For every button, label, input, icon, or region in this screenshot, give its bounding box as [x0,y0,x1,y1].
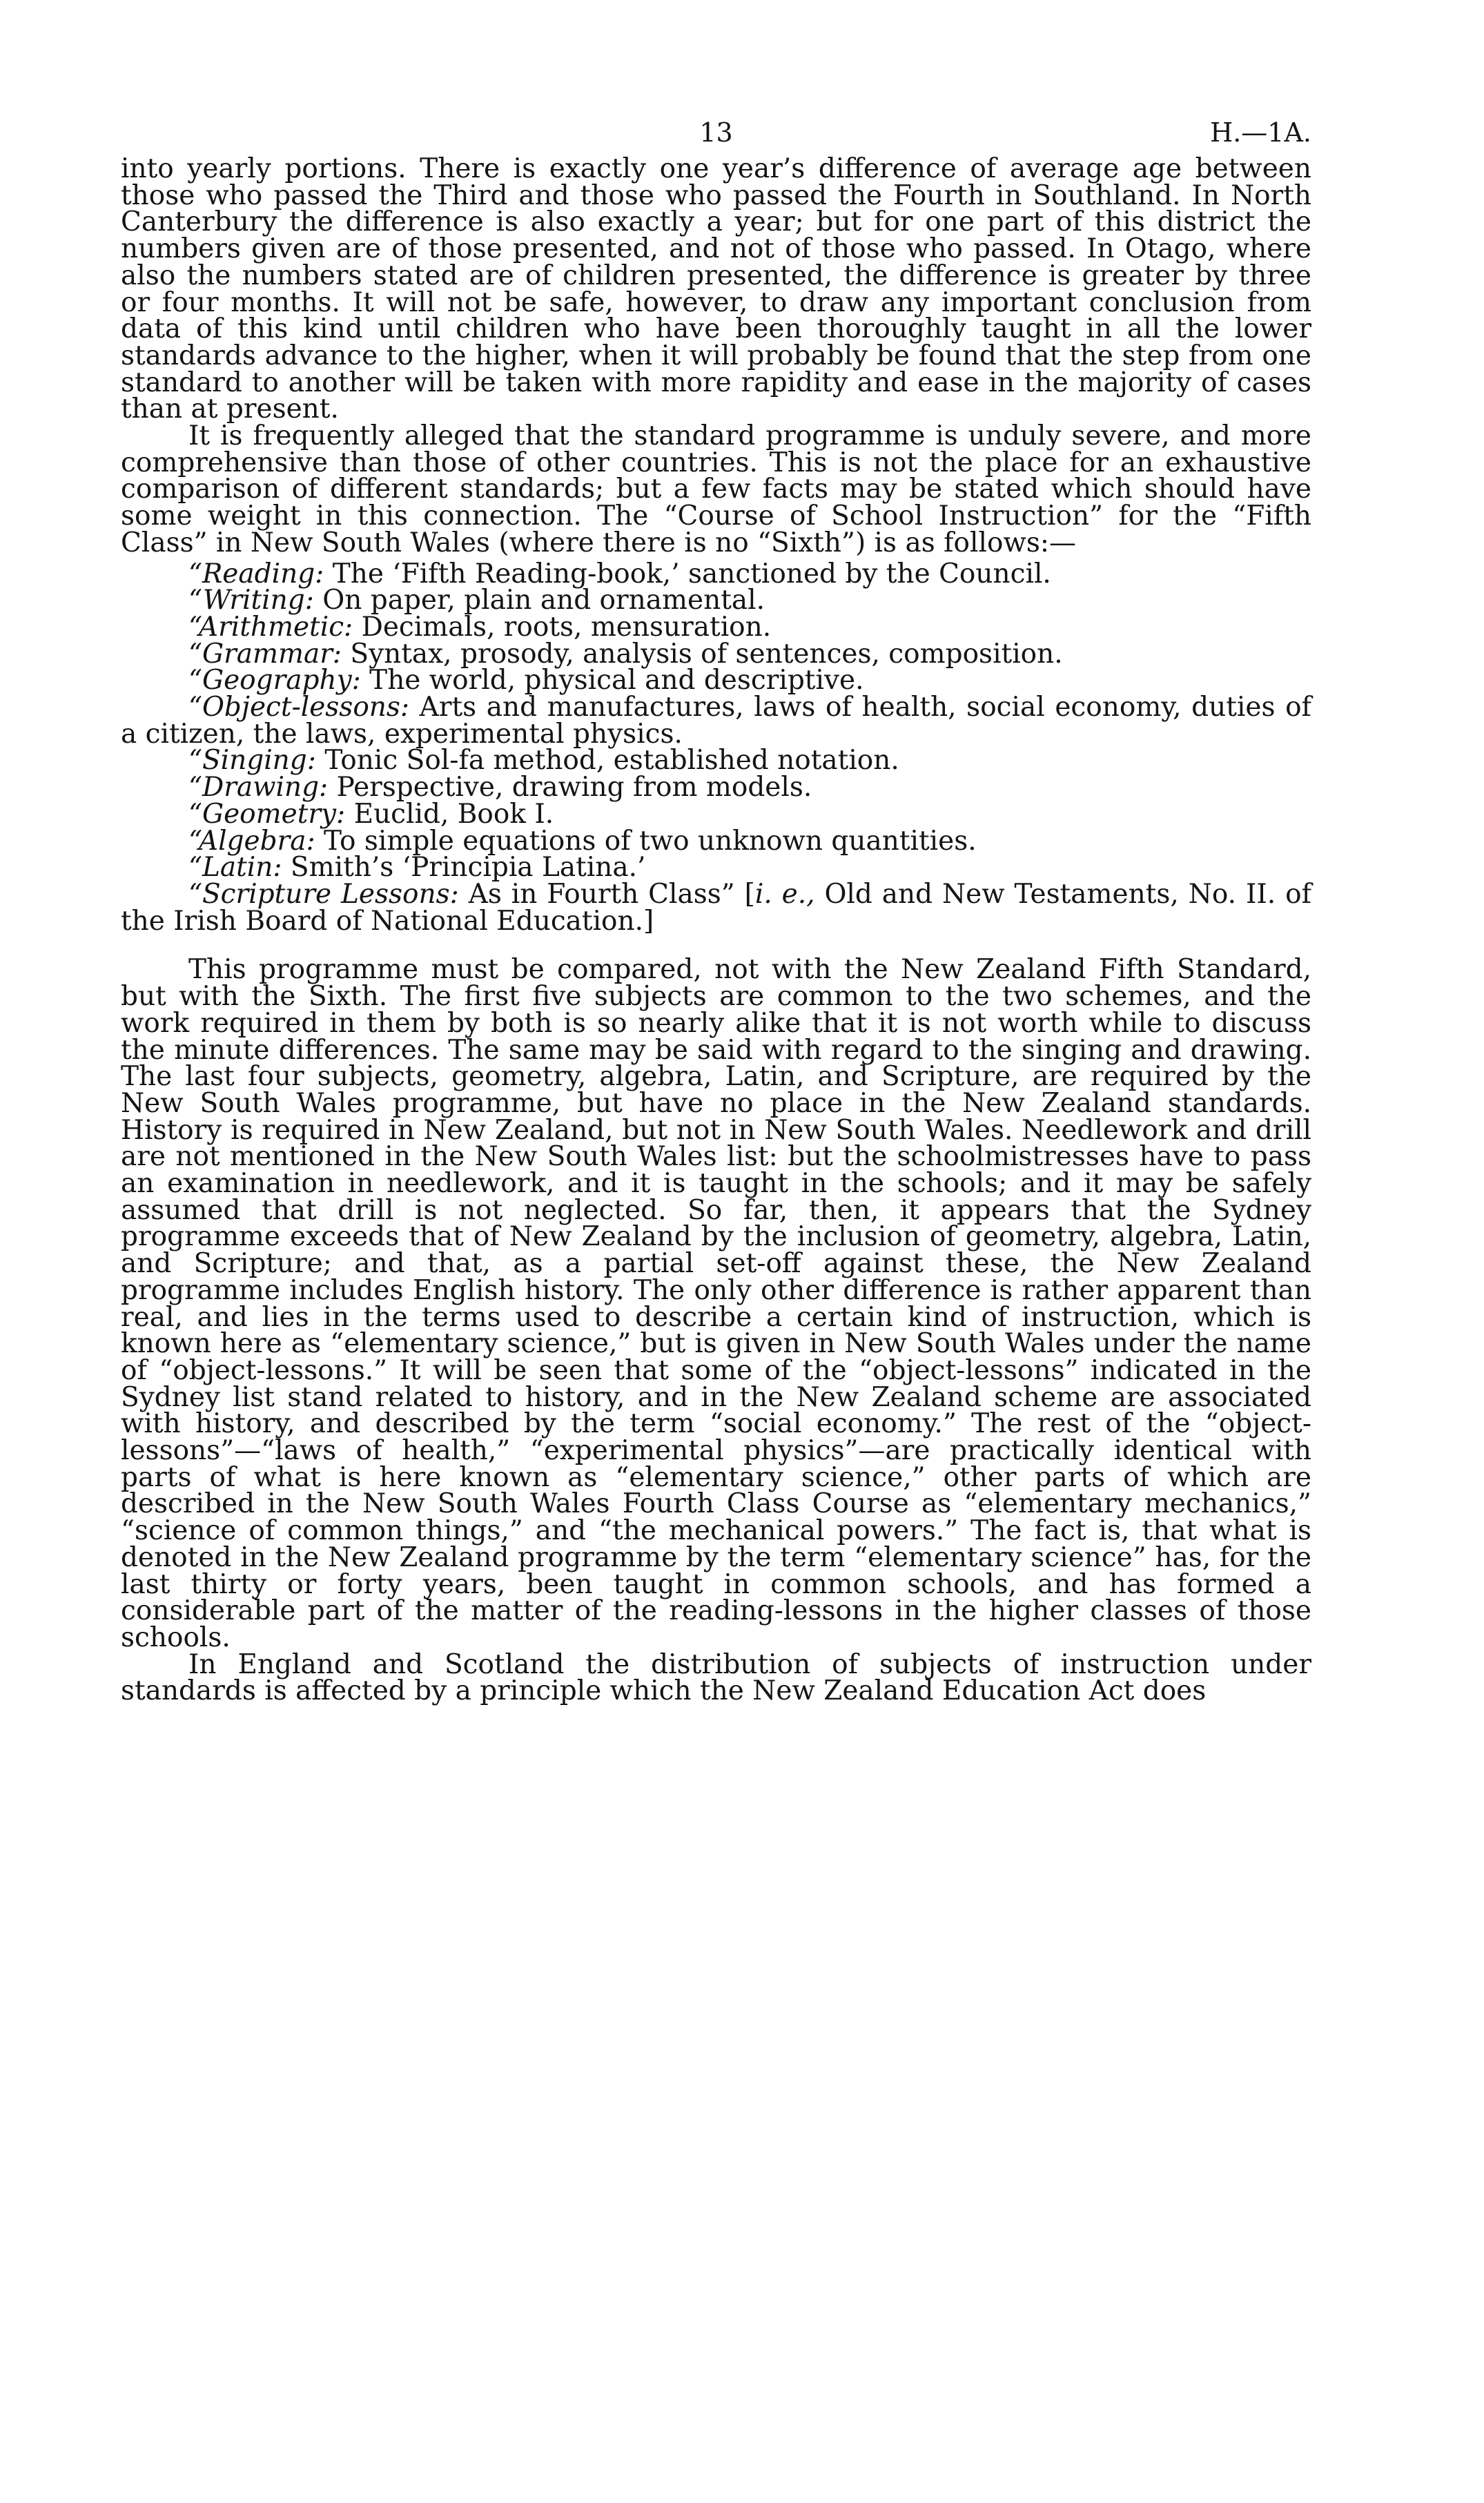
subject-term: “Reading: [188,558,324,590]
paragraph-england-scotland: In England and Scotland the distribution of subjects of instruction under standards is affected by a principle which the New Zealand Education Act does [121,1648,1311,1707]
subject-term: “Singing: [188,745,316,777]
subject-description: Tonic Sol-fa method, established notation. [315,745,899,777]
list-item [121,638,1311,670]
subject-description: Arts and manufactures, laws of health, social economy, duties of a citizen, the laws, experimental physics. [121,692,1311,750]
subject-term: “Drawing: [188,772,329,804]
document-reference: H.—1A. [1210,117,1311,148]
subject-description: The ‘Fifth Reading-book,’ sanctioned by the Council. [324,558,1051,590]
list-item [121,611,1311,643]
subject-term: “Scripture Lessons: [188,878,459,910]
paragraph-continuation: into yearly portions. There is exactly one year’s difference of average age between those who passed the Third and those who passed the Fourth in Southland. In North Canterbury the difference is also exactly a year; but for one part of this district the numbers given are of those presented, and not of those who passed. In Otago, where also the numbers stated are of children presented, the difference is greater by three or four months. It will not be safe, however, to draw any important conclusion from data of this kind until children who have been thoroughly taught in all the lower standards advance to the higher, when it will probably be found that the step from one standard to another will be taken with more rapidity and ease in the majority of cases than at present. [121,153,1311,425]
subject-term: “Grammar: [188,638,342,670]
subject-description: The world, physical and descriptive. [360,665,864,697]
page-header [121,117,1311,156]
page-number: 13 [699,117,733,148]
body-text [121,153,1311,1707]
subject-term: “Writing: [188,585,314,616]
subject-aside: i. e., [754,878,815,910]
list-item [121,745,1311,777]
document-page [121,117,1311,1705]
paragraph-standard-programme: It is frequently alleged that the standard programme is unduly severe, and more comprehensive than those of other countries. This is not the place for an exhaustive comparison of different standards; but a few facts may be stated which should have some weight in this connection. The “Course of School Instruction” for the “Fifth Class” in New South Wales (where there is no “Sixth”) is as follows:— [121,420,1311,558]
list-item [121,694,1311,748]
subject-description: Euclid, Book I. [345,798,554,830]
subject-term: “Geography: [188,665,361,697]
subject-term: “Object-lessons: [188,692,410,723]
subject-description: As in Fourth Class” [ [458,878,755,910]
list-item [121,825,1311,857]
subject-description: Syntax, prosody, analysis of sentences, composition. [341,638,1063,670]
paragraph-comparison: This programme must be compared, not with the New Zealand Fifth Standard, but with the Sixth. The first five subjects are common to the two schemes, and the work required in them by both is so nearly alike that it is not worth while to discuss the minute differences. The same may be said with regard to the singing and drawing. The last four subjects, geometry, algebra, Latin, and Scripture, are required by the New South Wales programme, but have no place in the New Zealand standards. History is required in New Zealand, but not in New South Wales. Needlework and drill are not mentioned in the New South Wales list: but the schoolmistresses have to pass an examination in needlework, and it is taught in the schools; and it may be safely assumed that drill is not neglected. So far, then, it appears that the Sydney programme exceeds that of New Zealand by the inclusion of geometry, algebra, Latin, and Scripture; and that, as a partial set-off against these, the New Zealand programme includes English history. The only other difference is rather apparent than real, and lies in the terms used to describe a certain kind of instruction, which is known here as “elementary science,” but is given in New South Wales under the name of “object-lessons.” It will be seen that some of the “object-lessons” indicated in the Sydney list stand related to history, and in the New Zealand scheme are associated with history, and described by the term “social economy.” The rest of the “object-lessons”—“laws of health,” “experimental physics”—are practically identical with parts of what is here known as “elementary science,” other parts of which are described in the New South Wales Fourth Class Course as “elementary mechanics,” “science of common things,” and “the mechanical powers.” The fact is, that what is denoted in the New Zealand programme by the term “elementary science” has, for the last thirty or forty years, been taught in common schools, and has formed a considerable part of the matter of the reading-lessons in the higher classes of those schools. [121,954,1311,1653]
subject-term: “Geometry: [188,798,346,830]
list-item [121,852,1311,884]
subject-description: To simple equations of two unknown quantities. [315,825,977,857]
subject-description: Smith’s ‘Principia Latina.’ [282,852,646,884]
subject-description: Perspective, drawing from models. [328,772,812,804]
subject-term: “Latin: [188,852,282,884]
list-item [121,772,1311,804]
list-item [121,798,1311,830]
list-item [121,878,1311,937]
subject-term: “Arithmetic: [188,611,353,643]
course-of-instruction-list [121,558,1311,937]
list-item [121,587,1311,614]
subject-term: “Algebra: [188,825,315,857]
subject-description: On paper, plain and ornamental. [313,585,765,616]
subject-description: Decimals, roots, mensuration. [353,611,772,643]
list-item [121,558,1311,590]
subject-description-tail: Old and New Testaments, No. II. of the Irish Board of National Education.] [121,878,1311,937]
list-item [121,665,1311,697]
